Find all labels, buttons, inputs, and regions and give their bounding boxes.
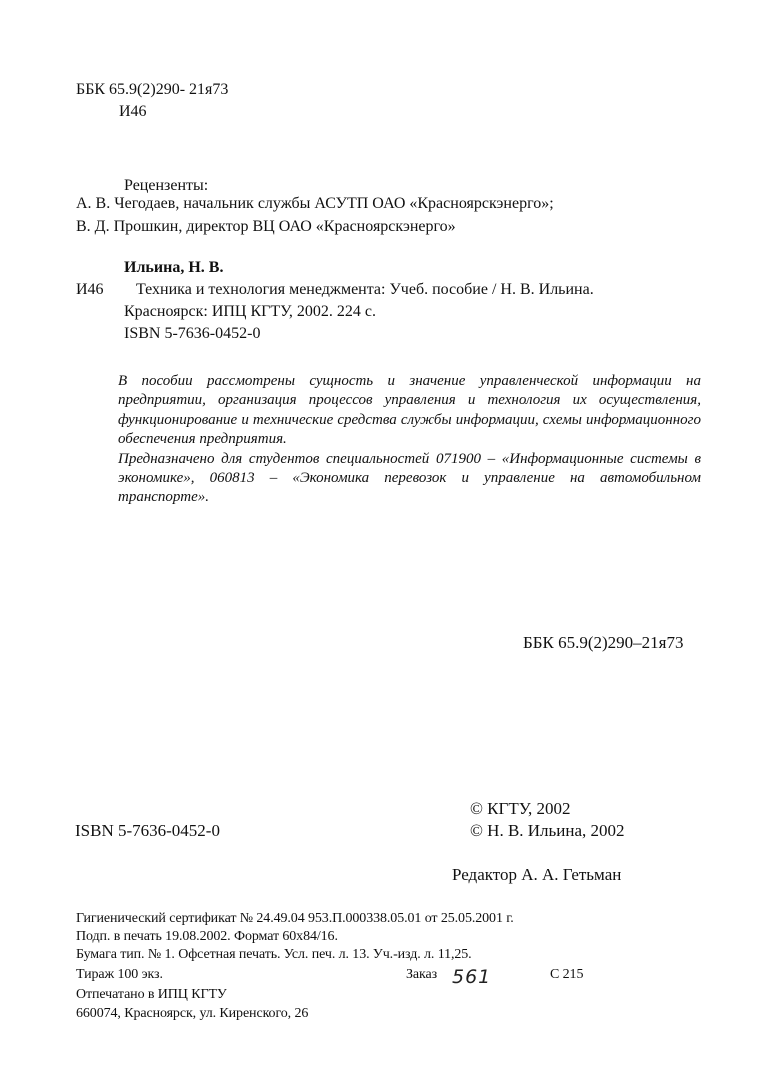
imprint-printed: Отпечатано в ИПЦ КГТУ [76, 987, 227, 1002]
bib-isbn: ISBN 5-7636-0452-0 [124, 325, 261, 342]
reviewer-1: А. В. Чегодаев, начальник службы АСУТП ОАО «Красноярскэнерго»; [76, 195, 554, 212]
author-mark-top: И46 [119, 103, 147, 120]
bib-author: Ильина, Н. В. [124, 259, 224, 276]
annotation-paragraph-2: Предназначено для студентов специальностей 071900 – «Информационные системы в экономике», 060813 – «Экономика перевозок и управление на автомобильном транспорте». [118, 450, 701, 506]
reviewer-2: В. Д. Прошкин, директор ВЦ ОАО «Красноярскэнерго» [76, 218, 456, 235]
annotation [118, 372, 701, 508]
imprint-circulation: Тираж 100 экз. [76, 967, 163, 982]
bib-title-line: Техника и технология менеджмента: Учеб. пособие / Н. В. Ильина. [136, 281, 594, 298]
copyright-kgtu: © КГТУ, 2002 [470, 799, 571, 818]
copyright-author: © Н. В. Ильина, 2002 [470, 821, 625, 840]
bbk-code-right: ББК 65.9(2)290–21я73 [523, 633, 684, 652]
imprint-order-label: Заказ [406, 967, 438, 982]
imprint-address: 660074, Красноярск, ул. Киренского, 26 [76, 1006, 309, 1021]
reviewers-label: Рецензенты: [124, 177, 209, 194]
bbk-code-top: ББК 65.9(2)290- 21я73 [76, 81, 229, 98]
imprint-order-number: 561 [452, 966, 492, 988]
editor: Редактор А. А. Гетьман [452, 865, 622, 884]
bib-mark: И46 [76, 281, 104, 298]
bib-publisher-line: Красноярск: ИПЦ КГТУ, 2002. 224 с. [124, 303, 376, 320]
imprint-certificate: Гигиенический сертификат № 24.49.04 953.П.000338.05.01 от 25.05.2001 г. [76, 911, 514, 926]
annotation-paragraph-1: В пособии рассмотрены сущность и значение управленческой информации на предприятии, организация процессов управления и технология их осуществления, функционирование и технические средства службы информации, схемы информационного обеспечения предприятия. [118, 373, 701, 448]
isbn-bottom: ISBN 5-7636-0452-0 [75, 821, 220, 840]
imprint-code: С 215 [550, 967, 584, 982]
imprint-signed: Подп. в печать 19.08.2002. Формат 60х84/16. [76, 929, 338, 944]
imprint-paper: Бумага тип. № 1. Офсетная печать. Усл. печ. л. 13. Уч.-изд. л. 11,25. [76, 947, 472, 962]
